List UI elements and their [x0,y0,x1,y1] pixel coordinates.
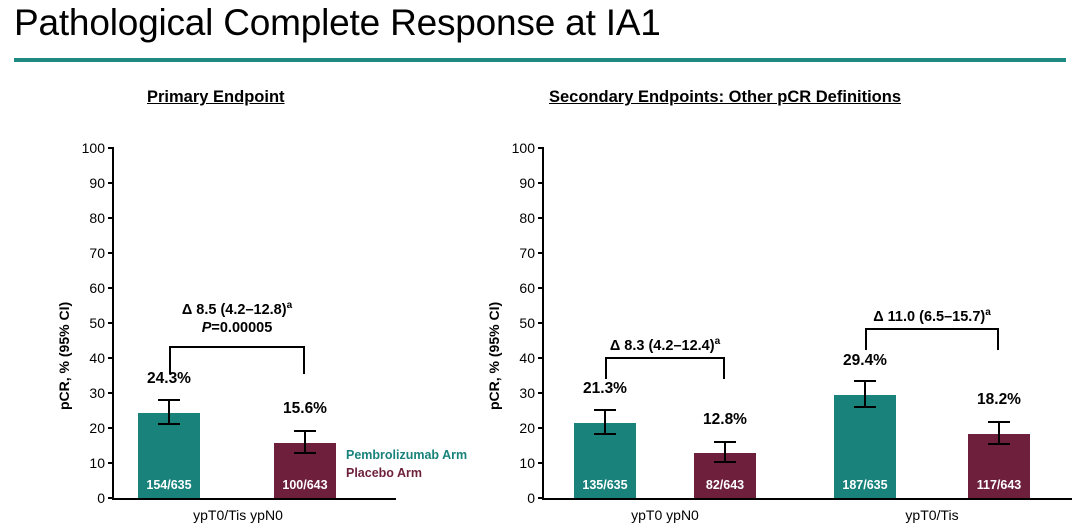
bar-value-label: 21.3% [583,380,627,397]
legend-item-placebo: Placebo Arm [346,466,422,480]
bar-value-label: 24.3% [147,370,191,387]
error-bar-cap-upper [714,441,736,443]
panel-heading-secondary: Secondary Endpoints: Other pCR Definitions [549,88,902,106]
delta-bracket [605,357,725,379]
error-bar-upper [998,423,1000,434]
y-tick: 90 [519,175,544,191]
error-bar-cap-upper [294,430,316,432]
bar-count-label: 135/635 [582,478,628,492]
error-bar-cap-upper [854,380,876,382]
y-tick: 80 [89,210,114,226]
y-tick: 70 [89,245,114,261]
y-tick: 40 [89,350,114,366]
delta-footnote-marker: a [286,300,293,311]
delta-value: Δ 11.0 (6.5–15.7) [873,308,986,325]
plot-area-left [81,140,468,523]
delta-footnote-marker: a [714,336,721,347]
delta-annotation [832,307,1032,326]
x-axis-label-group-2: ypT0/Tis [905,507,959,523]
bar-value-label: 29.4% [843,352,887,369]
y-tick: 10 [89,455,114,471]
bar-count-label: 154/635 [146,478,192,492]
bar-count-label: 100/643 [282,478,328,492]
y-tick: 0 [527,490,544,506]
error-bar-upper [724,443,726,453]
p-value-number: =0.00005 [211,319,273,336]
delta-bracket [865,328,999,350]
bar-value-label: 12.8% [703,411,747,428]
y-tick: 60 [89,280,114,296]
delta-footnote-marker: a [985,307,991,318]
y-tick: 0 [97,490,114,506]
y-tick: 10 [519,455,544,471]
delta-annotation [137,300,337,337]
bar-placebo [968,434,1030,498]
y-tick: 50 [89,315,114,331]
delta-annotation [570,336,760,355]
p-value [137,319,337,337]
error-bar-upper [604,411,606,423]
bar-count-label: 117/643 [976,478,1022,492]
error-bar-cap-upper [988,421,1010,423]
y-tick: 20 [89,420,114,436]
y-tick: 30 [89,385,114,401]
error-bar-cap-lower [158,423,180,425]
y-tick: 50 [519,315,544,331]
p-symbol: P [201,319,212,336]
plot-area-right [511,140,1072,523]
y-axis-title-right: pCR, % (95% CI) [486,301,502,410]
y-tick: 100 [512,140,544,156]
y-tick: 30 [519,385,544,401]
y-tick: 60 [519,280,544,296]
page-title: Pathological Complete Response at IA1 [14,2,661,43]
delta-bracket [169,346,305,374]
error-bar-cap-lower [594,433,616,435]
panel-heading-primary: Primary Endpoint [147,88,285,106]
y-tick: 20 [519,420,544,436]
bar-pembrolizumab [834,395,896,498]
bar-pembrolizumab [138,413,200,498]
y-tick: 40 [519,350,544,366]
bar-placebo [274,443,336,498]
legend-item-pembrolizumab: Pembrolizumab Arm [346,448,468,462]
y-tick: 80 [519,210,544,226]
bar-value-label: 15.6% [283,400,327,417]
error-bar-cap-lower [294,452,316,454]
error-bar-cap-lower [854,406,876,408]
x-axis-label-left: ypT0/Tis ypN0 [193,507,283,523]
x-axis-label-group-1: ypT0 ypN0 [631,507,699,523]
delta-value: Δ 8.3 (4.2–12.4) [609,337,715,354]
title-divider [14,58,1066,62]
bar-count-label: 187/635 [842,478,888,492]
y-tick: 100 [82,140,114,156]
error-bar-upper [864,382,866,395]
delta-value: Δ 8.5 (4.2–12.8) [181,301,287,318]
bar-value-label: 18.2% [977,391,1021,408]
bar-count-label: 82/643 [705,478,745,492]
y-axis-title-left: pCR, % (95% CI) [56,301,72,410]
error-bar-upper [168,401,170,413]
bar-pembrolizumab [574,423,636,498]
error-bar-upper [304,432,306,443]
y-tick: 70 [519,245,544,261]
chart-secondary-endpoints [470,140,1070,523]
bar-placebo [694,453,756,498]
chart-primary-endpoint [40,140,468,523]
error-bar-cap-lower [714,461,736,463]
error-bar-cap-upper [594,409,616,411]
y-tick: 90 [89,175,114,191]
error-bar-cap-lower [988,443,1010,445]
error-bar-cap-upper [158,399,180,401]
